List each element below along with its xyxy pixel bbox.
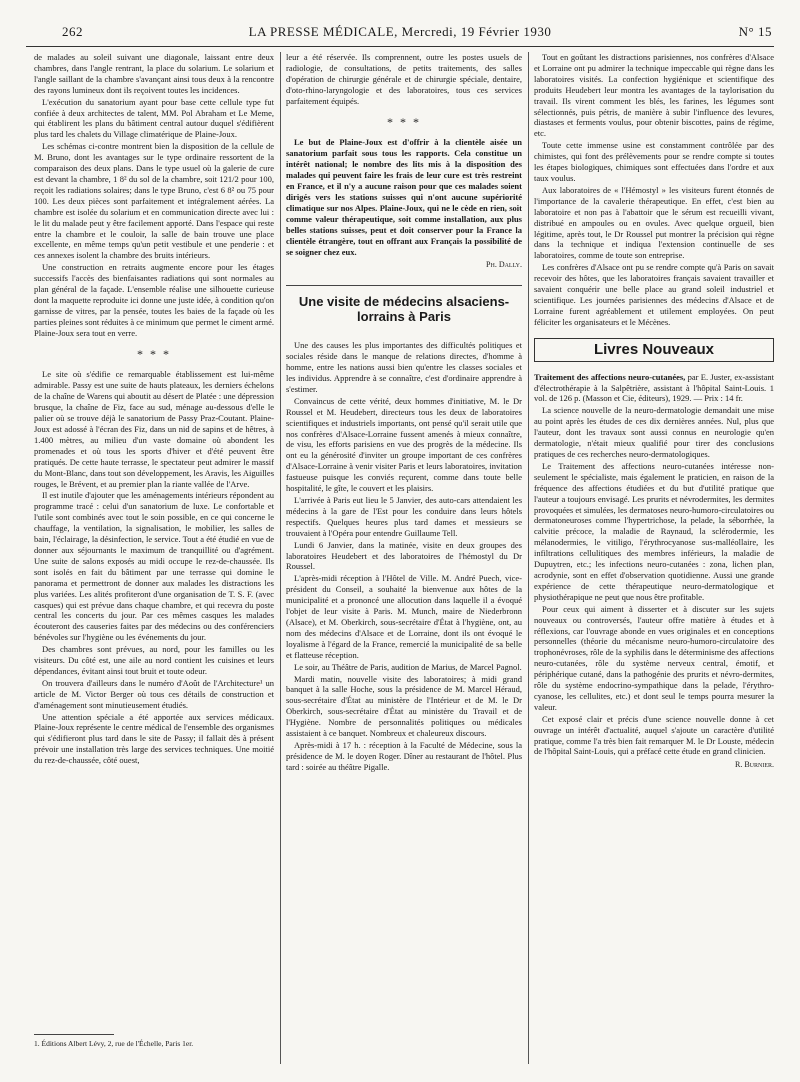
footnote-rule bbox=[34, 1034, 114, 1035]
issue-number: N° 15 bbox=[738, 24, 772, 39]
page-number: 262 bbox=[62, 24, 83, 39]
bold-paragraph: Le but de Plaine-Joux est d'offrir à la clientèle aisée un sanatorium parfait sous tous les rapports. Cela constitue un intérêt national; le nombre des lits mis à la disposition des malades qui peuvent faire les frais de leur cure est très restreint en France, et il n'y a aucune raison pour que ces malades soient dirigés vers les stations suisses qui n'ont aucune supériorité climatique sur nos Alpes. Plaine-Joux, qui ne le cède en rien, soit comme valeur thérapeutique, soit comme installation, aux plus belles stations suisses, peut et doit conserver pour la France la clientèle étrangère, tout en offrant aux Français la possibilité de se soigner chez eux. bbox=[286, 137, 522, 257]
paragraph: L'exécution du sanatorium ayant pour base cette cellule type fut confiée à deux architectes de talent, MM. Pol Abraham et Le Meme, qui établirent les plans du bâtiment central autour duquel s'édifièrent plus tard les chalets du Village climatérique de Plaine-Joux. bbox=[34, 96, 274, 140]
column-divider bbox=[280, 52, 281, 1064]
review-paragraph: Pour ceux qui aiment à disserter et à discuter sur les sujets nouveaux ou controversés, l'auteur offre matière à études et à réflexions, car l'ouvrage abonde en vues originales et en conceptions personnelles (théorie du mécanisme neuro-humoro-circulatoire des trophonévroses, rôle de la syphilis dans le déterminisme des affections neuro-cutanées, rôle du système nerveux central, émotif, et périphérique cutané, dans la pathogénie des prurits et névro-dermites, rôle du système endocrino-sympathique dans la pelade, l'érythro-cyanose, les cellulites, etc.) et dont seul le temps pourra mesurer la valeur. bbox=[534, 603, 774, 712]
review-paragraph: Le Traitement des affections neuro-cutanées intéresse non-seulement le spécialiste, mais également le praticien, en raison de la fréquence des affections étudiées et du but d'utilité pratique que l'auteur a toujours envisagé. Les prurits et névrodermites, les dermites provoquées et simulées, les dermatoses neuro-humoro-circulatoires ou dermatoneuroses comme l'hypertrichose, la pelade, la séborrhée, la calvitie précoce, la maladie de Raynaud, la sclérodermie, les mélanodermies, le vitiligo, l'érythrocyanose sus-malléollaire, les infiltrations cellulitiques des membres inférieurs, la maladie de Dupuytren, etc.; les infections neuro-cutanées : zona, lichen plan, acrodynie, sont en effet d'observation quotidienne. Aussi une grande expérience de cette thérapeutique neuro-dermatologique et physiothérapique ne peut que nous être profitable. bbox=[534, 460, 774, 602]
review-paragraph: Cet exposé clair et précis d'une science nouvelle donne à cet ouvrage un intérêt d'actualité, auquel s'ajoute un caractère d'utilité pratique, comme l'a très bien fait remarquer M. le Dr Louste, médecin de l'hôpital Saint-Louis, qui a préfacé cette étude en grand clinicien. bbox=[534, 713, 774, 757]
paragraph: Après-midi à 17 h. : réception à la Faculté de Médecine, sous la présidence de M. le doyen Roger. Dîner au restaurant de l'hôtel. Plus tard : soirée au théâtre Pigalle. bbox=[286, 739, 522, 772]
footnote-text: 1. Éditions Albert Lévy, 2, rue de l'Échelle, Paris 1er. bbox=[34, 1039, 194, 1049]
section-title-books: Livres Nouveaux bbox=[534, 338, 774, 362]
paragraph: de malades au soleil suivant une diagonale, laissant entre deux chambres, dans l'angle rentrant, la place du solarium. Le solarium et l'angle saillant de la chambre s'avançant ainsi tous deux à la rencontre des rayons lumineux dont ils reçoivent toutes les incidences. bbox=[34, 52, 274, 95]
publication-title: LA PRESSE MÉDICALE, Mercredi, 19 Février 1930 bbox=[248, 24, 552, 39]
paragraph: Une construction en retraits augmente encore pour les étages successifs l'accès des bienfaisantes radiations qui sont normales au plan général de la façade. L'ensemble réalise une silhouette curieuse dont la maquette reproduite ici donne une juste idée, à condition qu'on garnisse de vitres, par la pensée, toutes les baies de la façade où les parties pleines sont réduites à ce minimum que permet le ciment armé. Plaine-Joux sera tout en verre. bbox=[34, 262, 274, 338]
author-signature: Ph. Dally. bbox=[486, 260, 522, 270]
article-title: Une visite de médecins alsaciens-lorrains à Paris bbox=[298, 294, 510, 325]
section-separator: * * * bbox=[137, 346, 171, 361]
review-signature: R. Burnier. bbox=[734, 760, 774, 770]
paragraph: Une des causes les plus importantes des difficultés politiques et sociales réside dans le manque de relations directes, d'homme à homme, entre les nations aussi bien qu'entre les classes sociales et les individus. Apprendre à se connaître, c'est d'ordinaire apprendre à s'estimer. bbox=[286, 340, 522, 394]
paragraph: Le soir, au Théâtre de Paris, audition de Marius, de Marcel Pagnol. bbox=[294, 661, 522, 672]
paragraph: Une attention spéciale a été apportée aux services médicaux. Plaine-Joux représente le centre médical de l'ensemble des organismes qui s'édifieront plus tard dans le site de Passy; il fallait dès à présent prévoir une installation très large des services techniques. Une moitié du rez-de-chaussée, côté ouest, bbox=[34, 711, 274, 766]
paragraph: L'après-midi réception à l'Hôtel de Ville. M. André Puech, vice-président du Conseil, a souhaité la bienvenue aux hôtes de la municipalité et a prononcé une allocution dans laquelle il a évoqué l'objet de leur visite à Paris. M. Munch, maire de Niederbronn (Alsace), et M. Oberkirch, sous-secrétaire d'État à l'hygiène, ont, au nom des médecins d'Alsace et de Lorraine, dont ils ont évoqué le loyalisme à l'égard de la France, remercié la municipalité de sa belle et flatteuse réception. bbox=[286, 573, 522, 660]
column-divider bbox=[528, 52, 529, 1064]
paragraph: Aux laboratoires de « l'Hémostyl » les visiteurs furent étonnés de l'importance de la cavalerie thérapeutique. En effet, c'est bien au laboratoire et non pas à l'abattoir que le sérum est recueilli vivant, distribué en ampoules ou en ovules. Avec quelque orgueil, bien légitime, après tout, le Dr Roussel put montrer la précision qui règne dans la technique et indiqua l'extension continuelle de ses laboratoires, comme de toute son entreprise. bbox=[534, 184, 774, 261]
article-divider bbox=[286, 285, 522, 286]
review-paragraph: La science nouvelle de la neuro-dermatologie demandait une mise au point après les études de ces dix dernières années. Nul, plus que l'auteur, dont les travaux sont aussi connus en neurologie qu'en dermatologie, n'était mieux qualifié pour tirer des conclusions pratiques de ces recherches neuro-dermatologiques. bbox=[534, 405, 774, 459]
paragraph: Lundi 6 Janvier, dans la matinée, visite en deux groupes des laboratoires Heudebert et des laboratoires de l'hémostyl du Dr Roussel. bbox=[286, 539, 522, 572]
paragraph: Il est inutile d'ajouter que les aménagements intérieurs répondent au programme tracé : celui d'un sanatorium de luxe. Le confortable et l'utile sont combinés avec tout le soin possible, en ce qui concerne le chauffage, la ventilation, la signalisation, le mobilier, les salles de bain, l'éclairage, la désinfection, le service. Tout a été étudié en vue de donner aux séjournants le maximum de tranquillité ou d'agrément. Une suite de salons exposés au midi occupe le rez-de-chaussée. Ils sont isolés en fait du bâtiment par une terrasse qui domine le panorama et permettront de donner aux malades les distractions les plus variées. Les alités profiteront d'une organisation de T. S. F. (avec casques) qui est prévue dans chaque chambre, et qui recevra du poste central les concerts du jour. Par ces mêmes casques les malades écouteront des causeries faites par des médecins ou des conférenciers bénévoles sur l'hygiène ou les événements du jour. bbox=[34, 490, 274, 643]
page-header bbox=[26, 20, 774, 47]
paragraph: Mardi matin, nouvelle visite des laboratoires; à midi grand banquet à la salle Hoche, sous la présidence de M. Marcel Héraud, sous-secrétaire d'État au ministère de l'Intérieur et de M. le Dr Oberkirch, sous-secrétaire d'État au ministère du Travail et de l'Hygiène. Nombre de personnalités politiques ou médicales assistaient à ce banquet. Nombreux et chaleureux discours. bbox=[286, 673, 522, 739]
paragraph: L'arrivée à Paris eut lieu le 5 Janvier, des auto-cars attendaient les médecins à la gare de l'Est pour les conduire dans leurs hôtels respectifs. Quelques heures plus tard dames et messieurs se trouvaient à l'Opéra pour entendre Guillaume Tell. bbox=[286, 495, 522, 538]
footnote bbox=[34, 1034, 274, 1050]
paragraph: Le site où s'édifie ce remarquable établissement est lui-même admirable. Passy est une suite de hauts plateaux, les derniers échelons de la chaîne de Warens qui aboutit au désert de Platée : une dépression brusque, la chaîne de Fiz, face au sud, ménage au-dessous d'elle le palier où se trouve déjà le sanatorium de Passy Praz-Coutant. Plaine-Joux est adossé à l'écran des Fiz, dans un nid de sapins et de hêtres, à 1.400 mètres, au milieu d'un vaste domaine où abondent les promenades et où tous les sports d'hiver et d'été peuvent être pratiqués. De cette haute terrasse, le spectateur peut admirer le massif du Mont-Blanc, dans tout son développement, les Aravis, les Aiguilles rouges, le Brévent, et au premier plan la riante vallée de l'Arve. bbox=[34, 369, 274, 489]
paragraph: Les schémas ci-contre montrent bien la disposition de la cellule de M. Bruno, dont les avantages sur le type ordinaire ressortent de la comparaison des deux plans. Dans le type usuel où la galerie de cure est devant la chambre, 1 8² du sol de la chambre, soit 121/2 pour 100, reçoit les radiations solaires; dans le type Bruno, c'est 6 8² ou 75 pour 100. Les deux pièces sont parfaitement et intégralement aérées. La chambre est isolée du solarium et en communication directe avec lui : le lit du malade peut y être facilement apporté. Dans l'espace qui reste entre la chambre et le couloir, la salle de bain trouve une place excellente, en même temps qu'un petit vestibule et une penderie : et ces annexes isolent la chambre des bruits intérieurs. bbox=[34, 141, 274, 261]
book-details: par E. Juster, ex-assistant d'électrothérapie à la Salpêtrière, assistant à l'hôpital Saint-Louis. 1 vol. de 126 p. (Masson et Cie, éditeurs), 1929. — Prix : 14 fr. bbox=[534, 371, 774, 404]
paragraph: On trouvera d'ailleurs dans le numéro d'Août de l'Architecture¹ un article de M. Victor Berger où tous ces détails de construction et d'aménagement sont minutieusement étudiés. bbox=[34, 677, 274, 710]
column-1 bbox=[34, 52, 274, 1062]
paragraph: Tout en goûtant les distractions parisiennes, nos confrères d'Alsace et Lorraine ont pu admirer la technique impeccable qui règne dans les laboratoires visités. La confection hygiénique et scientifique des produits Heudebert leur montra les avantages de la taylorisation du travail. Ils virent comment les blés, les farines, les légumes sont sélectionnés, puis pétris, de manière à subir l'influence des levures, diastases et ferments voulus, pour obtenir biscottes, pains de régime, etc. bbox=[534, 52, 774, 139]
paragraph: Toute cette immense usine est constamment contrôlée par des chimistes, qui font des prélèvements pour se rendre compte si toutes les étapes biologiques, chimiques sont effectuées dans l'ordre et aux taux voulus. bbox=[534, 140, 774, 183]
conclusion-block bbox=[286, 137, 522, 257]
column-2 bbox=[286, 52, 522, 1062]
column-3 bbox=[534, 52, 774, 1062]
paragraph: leur a été réservée. Ils comprennent, outre les postes usuels de radiologie, de consultations, de petits traitements, des salles d'opération de chirurgie générale et de chirurgie spéciale, dentaire, d'oto-rhino-laryngologie et des laboratoires, tous ces services parfaitement équipés. bbox=[286, 52, 522, 106]
section-separator: * * * bbox=[387, 114, 421, 129]
paragraph: Des chambres sont prévues, au nord, pour les familles ou les visiteurs. Du côté est, une aile au nord contient les cuisines et leurs dépendances, évitant ainsi tout bruit et toute odeur. bbox=[34, 644, 274, 676]
book-reference bbox=[534, 372, 774, 405]
paragraph: Convaincus de cette vérité, deux hommes d'initiative, M. le Dr Roussel et M. Heudebert, directeurs tous les deux de laboratoires scientifiques et industriels importants, ont pensé qu'il serait utile que nos confrères d'Alsace-Lorraine fussent amenés à mieux connaître, de visu, les efforts parisiens en vue des progrès de la médecine. Ils ont eu la générosité d'inviter un groupe important de ces confrères d'Alsace-Lorraine à venir visiter Paris et leurs laboratoires, invitation fastueuse puisque les conviés reçurent, comme dans toute belle hospitalité, le gîte, le couvert et les plaisirs. bbox=[286, 395, 522, 494]
book-title: Traitement des affections neuro-cutanées, bbox=[534, 371, 686, 382]
paragraph: Les confrères d'Alsace ont pu se rendre compte qu'à Paris on savait recevoir des hôtes, que les laboratoires français savaient travailler et savaient conquérir une belle place au grand soleil industriel et scientifique. Les journées parisiennes des médecins d'Alsace et de Lorraine furent agréablement et utilement employées. On peut féliciter les organisateurs et le Mécènes. bbox=[534, 262, 774, 327]
